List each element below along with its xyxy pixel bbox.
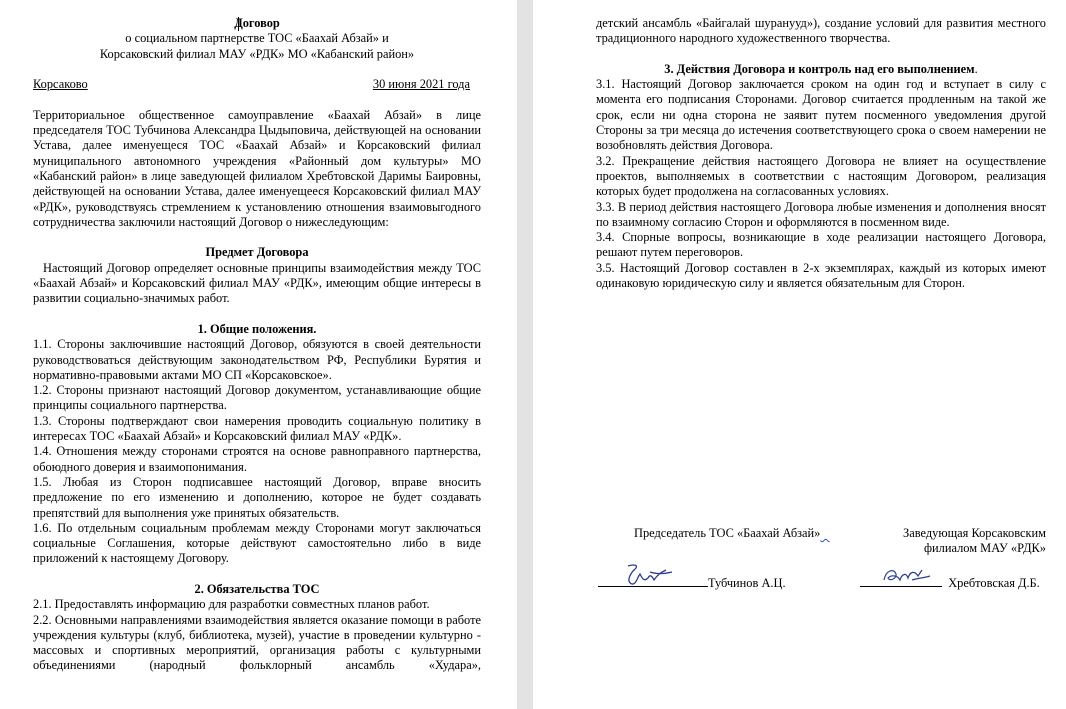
document-page-1[interactable]	[33, 16, 481, 674]
intro-paragraph: Территориальное общественное самоуправление «Баахай Абзай» в лице председателя ТОС Тубчинова Александра Цыдыповича, действующей на основании Устава, далее именуещеся ТОС «Баахай Абзай» и Корсаковский филиал муниципального автономного учреждения «Районный дом культуры» МО «Кабанский район» в лице заведующей филиалом Хребтовской Даримы Баировны, действующей на основании Устава, далее именуещееся Корсаковский филиал МАУ «РДК», руководствуясь стремлением к установлению отношения взаимовыгодного сотрудничества заключили настоящий Договор о нижеследующим:	[33, 107, 481, 229]
subject-text: Настоящий Договор определяет основные принципы взаимодействия между ТОС «Баахай Абзай» и Корсаковский филиал МАУ «РДК», имеющим общие интересы в развитии социально-значимых работ.	[33, 260, 481, 306]
subject-heading: Предмет Договора	[205, 245, 309, 260]
title-line-2: о социальном партнерстве ТОС «Баахай Абзай» и	[125, 31, 389, 46]
signature-right	[860, 572, 1040, 591]
signer-left-name: Тубчинов А.Ц.	[708, 576, 786, 590]
clause-1-6: 1.6. По отдельным социальным проблемам между Сторонами могут заключаться социальные Соглашения, которые действуют самостоятельно либо в виде приложений к настоящему Договору.	[33, 520, 481, 566]
signature-left-title: Председатель ТОС «Баахай Абзай»	[634, 526, 821, 540]
clause-2-1: 2.1. Предоставлять информацию для разработки совместных планов работ.	[33, 597, 430, 612]
clause-1-2: 1.2. Стороны признают настоящий Договор документом, устанавливающие общие принципы социального партнерства.	[33, 383, 481, 413]
clause-3-1: 3.1. Настоящий Договор заключается сроком на один год и вступает в силу с момента его подписания Сторонами. Договор считается продленным на такой же срок, если ни одна сторона не заявит путем посменного уведомления другой Стороны за три месяца до истечения соответствующего срока о своем намерении не возобновлять действия Договора.	[596, 77, 1046, 153]
clause-1-3: 1.3. Стороны подтверждают свои намерения проводить социальную политику в интересах ТОС «Баахай Абзай» и Корсаковский филиал МАУ «РДК».	[33, 413, 481, 444]
place: Корсаково	[33, 77, 88, 92]
clause-3-4: 3.4. Спорные вопросы, возникающие в ходе реализации настоящего Договора, решают путем переговоров.	[596, 230, 1046, 260]
page-gutter	[517, 0, 533, 709]
clause-3-2: 3.2. Прекращение действия настоящего Договора не влияет на осуществление проектов, выполняемых в соответствии с настоящим Договором, реализация которых будет продолжена на согласованных условиях.	[596, 153, 1046, 199]
clause-3-3: 3.3. В период действия настоящего Договора любые изменения и дополнения вносят по взаимному согласию Сторон и оформляются в посменном виде.	[596, 199, 1046, 229]
clause-1-1: 1.1. Стороны заключившие настоящий Договор, обязуются в своей деятельности руководствоваться действующим законодательством РФ, Республики Бурятия и нормативно-правовыми актами МО СП «Корсаковское».	[33, 337, 481, 382]
signature-line-left	[598, 572, 708, 587]
section-3-heading: 3. Действия Договора и контроль над его выполнением.	[664, 61, 978, 76]
signer-right-name: Хребтовская Д.Б.	[948, 576, 1040, 590]
section-1-heading: 1. Общие положения.	[197, 321, 317, 336]
clause-2-2-continued: детский ансамбль «Байгалай шуранууд»), создание условий для развития местного традиционного народного художественного творчества.	[596, 16, 1046, 46]
clause-1-4: 1.4. Отношения между сторонами строятся на основе равноправного партнерства, обоюдного доверия и взаимопонимания.	[33, 444, 481, 474]
signature-right-title: Заведующая Корсаковским филиалом МАУ «РДК»	[903, 526, 1046, 556]
document-page-2[interactable]	[596, 16, 1046, 291]
clause-3-5: 3.5. Настоящий Договор составлен в 2-х экземплярах, каждый из которых имеют одинаковую юридическую силу и является обязательным для Сторон.	[596, 260, 1046, 291]
date: 30 июня 2021 года	[372, 77, 470, 92]
document-title: Договор	[234, 16, 280, 30]
clause-1-5: 1.5. Любая из Сторон подписавшее настоящий Договор, вправе вносить предложение по его изменению и дополнению, которое не будет создавать препятствий для выполнения уже принятых обязательств.	[33, 474, 481, 520]
handwritten-signature-left	[620, 562, 680, 588]
place-date-row	[33, 77, 481, 92]
clause-2-2: 2.2. Основными направлениями взаимодействия является оказание помощи в работе учреждения культуры (клуб, библиотека, музей), участие в проведении культурно - массовых и спортивных мероприятий, организация работы с культурными объединениями (народный фольклорный ансамбль «Худара»,	[33, 612, 481, 673]
section-2-heading: 2. Обязательства ТОС	[194, 581, 320, 596]
title-line-3: Корсаковский филиал МАУ «РДК» МО «Кабанский район»	[99, 46, 415, 61]
signature-left	[598, 572, 786, 591]
signature-line-right	[860, 572, 942, 587]
handwritten-signature-right	[878, 564, 934, 588]
